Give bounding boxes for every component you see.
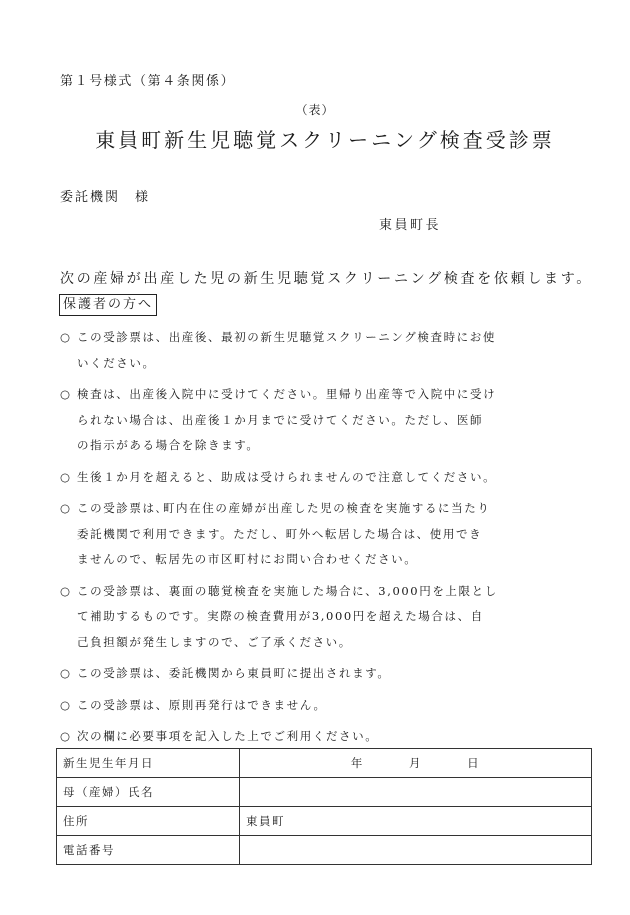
phone-label: 電話番号: [57, 836, 240, 865]
day-label: 日: [467, 756, 481, 770]
note-line: この受診票は、裏面の聴覚検査を実施した場合に、3,000円を上限とし: [77, 583, 498, 598]
table-row: [57, 836, 592, 865]
applicant-info-table: [56, 748, 592, 865]
note-line: この受診票は､町内在住の産婦が出産した児の検査を実施するに当たり: [77, 501, 491, 515]
addressee-from: 東員町長: [379, 218, 442, 233]
address-label: 住所: [57, 807, 240, 836]
note-line: られない場合は、出産後１か月までに受けてください。ただし、医師: [77, 412, 484, 427]
note-bullet: ○: [60, 469, 72, 484]
note-line: 生後１か月を超えると、助成は受けられませんので注意してください。: [77, 469, 497, 484]
notes-list: [60, 325, 600, 756]
document-title: 東員町新生児聴覚スクリーニング検査受診票: [95, 128, 555, 152]
year-label: 年: [350, 756, 364, 770]
note-item: [60, 724, 600, 750]
note-bullet: ○: [60, 697, 72, 712]
note-item: [60, 325, 600, 376]
note-line: て補助するものです。実際の検査費用が3,000円を超えた場合は、自: [77, 609, 484, 623]
note-line: 委託機関で利用できます。ただし、町外へ転居した場合は、使用でき: [77, 526, 483, 541]
address-field[interactable]: 東員町: [240, 807, 592, 836]
note-bullet: ○: [60, 330, 72, 344]
phone-field[interactable]: [240, 836, 592, 865]
note-bullet: ○: [60, 387, 72, 401]
note-line: 検査は、出産後入院中に受けてください。里帰り出産等で入院中に受け: [77, 387, 497, 401]
note-bullet: ○: [60, 729, 72, 743]
note-line: 己負担額が発生しますので、ご了承ください。: [77, 634, 352, 649]
note-item: [60, 465, 600, 491]
note-line: 次の欄に必要事項を記入した上でご利用ください。: [77, 729, 379, 743]
birth-date-field[interactable]: [240, 749, 592, 778]
note-line: ませんので、転居先の市区町村にお問い合わせください。: [77, 552, 418, 566]
note-bullet: ○: [60, 666, 72, 680]
form-number: 第１号様式（第４条関係）: [60, 74, 236, 89]
note-line: いください。: [77, 355, 156, 370]
note-item: [60, 693, 600, 719]
table-row: [57, 749, 592, 778]
note-line: この受診票は、委託機関から東員町に提出されます。: [77, 666, 391, 680]
note-item: [60, 579, 600, 656]
note-item: [60, 382, 600, 459]
side-label: （表）: [295, 103, 335, 117]
table-row: [57, 778, 592, 807]
table-row: [57, 807, 592, 836]
addressee-to: 委託機関 様: [60, 190, 151, 205]
guardian-heading: 保護者の方へ: [59, 294, 157, 316]
note-bullet: ○: [60, 583, 72, 598]
note-item: [60, 661, 600, 687]
request-text: 次の産婦が出産した児の新生児聴覚スクリーニング検査を依頼します。: [60, 271, 593, 287]
note-line: の指示がある場合を除きます。: [77, 438, 260, 452]
note-item: [60, 496, 600, 573]
mother-name-field[interactable]: [240, 778, 592, 807]
note-line: この受診票は、出産後、最初の新生児聴覚スクリーニング検査時にお使: [77, 330, 496, 344]
month-label: 月: [409, 756, 422, 770]
birth-date-label: 新生児生年月日: [57, 749, 240, 778]
note-bullet: ○: [60, 501, 72, 515]
note-line: この受診票は、原則再発行はできません。: [77, 697, 327, 712]
mother-name-label: 母（産婦）氏名: [57, 778, 240, 807]
